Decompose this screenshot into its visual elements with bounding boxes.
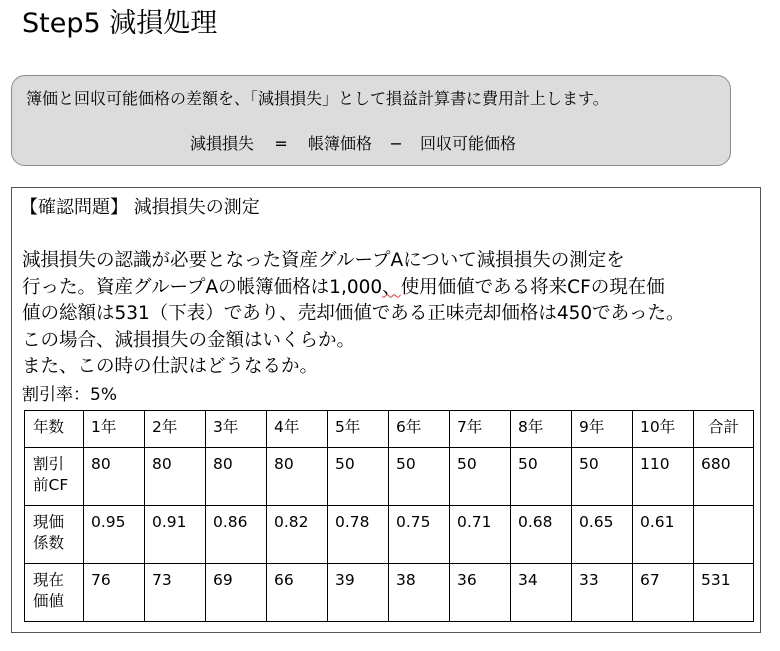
problem-line: また、この時の仕訳はどうなるか。 [22, 356, 319, 377]
table-cell: 67 [633, 564, 694, 622]
table-header-cell: 年数 [25, 411, 84, 448]
problem-line: 値の総額は531（下表）であり、売却価値である正味売却価格は450であった。 [22, 303, 685, 324]
table-cell: 76 [84, 564, 145, 622]
row-label [25, 564, 84, 622]
table-cell: 80 [84, 448, 145, 506]
table-row [25, 506, 754, 564]
table-cell: 38 [389, 564, 450, 622]
table-cell: 0.75 [389, 506, 450, 564]
table-cell: 0.78 [328, 506, 389, 564]
cash-flow-table [24, 410, 754, 622]
table-cell [694, 506, 754, 564]
table-row [25, 564, 754, 622]
row-label [25, 448, 84, 506]
table-cell: 80 [206, 448, 267, 506]
problem-heading: 【確認問題】 減損損失の測定 [20, 197, 260, 218]
table-header-cell: 10年 [633, 411, 694, 448]
table-header-cell: 3年 [206, 411, 267, 448]
table-cell: 110 [633, 448, 694, 506]
table-cell: 73 [145, 564, 206, 622]
table-cell: 0.82 [267, 506, 328, 564]
table-cell: 80 [267, 448, 328, 506]
table-cell: 50 [450, 448, 511, 506]
page-title: Step5 減損処理 [22, 8, 218, 39]
table-header-cell: 2年 [145, 411, 206, 448]
problem-body [22, 248, 760, 381]
table-cell: 0.68 [511, 506, 572, 564]
row-label-line: 割引 [33, 455, 65, 473]
table-row [25, 448, 754, 506]
table-header-cell: 6年 [389, 411, 450, 448]
table-cell: 50 [572, 448, 633, 506]
problem-line-part: 使用価値である将来CFの現在価 [400, 276, 665, 298]
info-box [11, 75, 731, 166]
table-cell: 0.65 [572, 506, 633, 564]
table-header-cell: 合計 [694, 411, 754, 448]
table-cell: 50 [328, 448, 389, 506]
table-header-cell: 9年 [572, 411, 633, 448]
table-cell: 69 [206, 564, 267, 622]
table-header-cell: 4年 [267, 411, 328, 448]
table-cell: 0.86 [206, 506, 267, 564]
discount-rate: 割引率：5% [22, 385, 117, 405]
table-cell: 50 [511, 448, 572, 506]
table-header-cell: 5年 [328, 411, 389, 448]
formula-term1: 帳簿価格 [308, 134, 373, 153]
table-cell: 66 [267, 564, 328, 622]
table-header-cell: 1年 [84, 411, 145, 448]
table-cell: 33 [572, 564, 633, 622]
table-header-cell: 7年 [450, 411, 511, 448]
table-cell: 36 [450, 564, 511, 622]
table-header-cell: 8年 [511, 411, 572, 448]
spellcheck-mark: 、 [382, 276, 401, 298]
table-cell: 0.95 [84, 506, 145, 564]
row-label-line: 係数 [33, 534, 65, 552]
table-header-row [25, 411, 754, 448]
formula-equals: = [274, 134, 288, 153]
problem-box [11, 187, 761, 633]
table-cell: 50 [389, 448, 450, 506]
table-cell: 39 [328, 564, 389, 622]
formula-minus: − [389, 134, 403, 153]
row-label-line: 前CF [33, 476, 69, 494]
row-label-line: 現価 [33, 513, 65, 531]
table-cell: 0.91 [145, 506, 206, 564]
problem-line: 減損損失の認識が必要となった資産グループAについて減損損失の測定を [22, 250, 625, 271]
table-cell: 0.71 [450, 506, 511, 564]
row-label-line: 価値 [33, 592, 65, 610]
row-label [25, 506, 84, 564]
formula-left: 減損損失 [190, 134, 255, 153]
table-cell: 80 [145, 448, 206, 506]
table-cell: 0.61 [633, 506, 694, 564]
problem-line [22, 275, 760, 302]
table-cell: 34 [511, 564, 572, 622]
problem-line-part: 行った。資産グループAの帳簿価格は1,000 [22, 276, 383, 298]
impairment-formula [190, 134, 516, 154]
table-cell: 680 [694, 448, 754, 506]
table-cell: 531 [694, 564, 754, 622]
formula-term2: 回収可能価格 [420, 134, 517, 153]
row-label-line: 現在 [33, 571, 65, 589]
info-description: 簿価と回収可能価格の差額を、「減損損失」として損益計算書に費用計上します。 [26, 89, 609, 108]
problem-line: この場合、減損損失の金額はいくらか。 [22, 329, 356, 351]
